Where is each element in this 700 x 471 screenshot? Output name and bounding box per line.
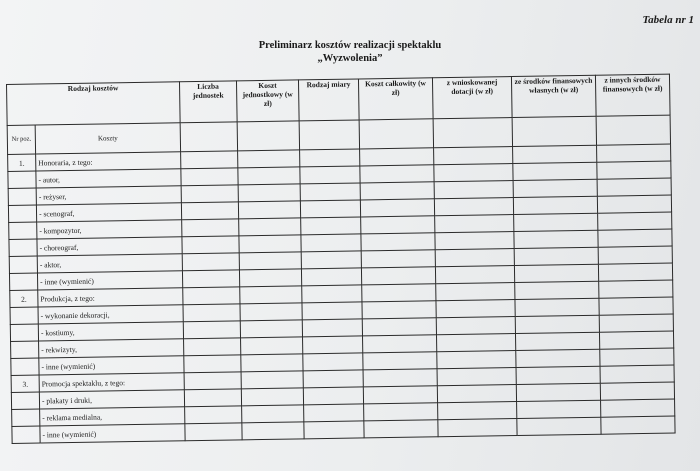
table-cell[interactable] bbox=[434, 164, 513, 182]
table-cell[interactable] bbox=[182, 270, 239, 288]
table-cell[interactable] bbox=[361, 267, 435, 285]
row-number: 2. bbox=[10, 290, 38, 307]
row-number bbox=[9, 256, 37, 273]
table-cell[interactable] bbox=[515, 298, 599, 316]
table-cell[interactable] bbox=[600, 365, 674, 383]
table-cell[interactable] bbox=[516, 349, 600, 367]
table-cell[interactable] bbox=[435, 232, 514, 250]
row-label: - reklama medialna, bbox=[40, 407, 185, 426]
table-cell[interactable] bbox=[360, 165, 434, 183]
table-cell[interactable] bbox=[596, 115, 670, 145]
table-cell[interactable] bbox=[181, 168, 238, 186]
table-number: Tabela nr 1 bbox=[642, 14, 694, 26]
row-number bbox=[8, 171, 36, 188]
table-cell[interactable] bbox=[362, 318, 436, 336]
table-cell[interactable] bbox=[438, 419, 517, 437]
row-number bbox=[12, 426, 40, 443]
column-header: Liczba jednostek bbox=[179, 81, 237, 123]
table-cell[interactable] bbox=[434, 198, 513, 216]
table-cell[interactable] bbox=[184, 338, 241, 356]
table-cell[interactable] bbox=[181, 202, 238, 220]
row-number bbox=[10, 307, 38, 324]
table-cell[interactable] bbox=[300, 149, 360, 167]
row-number bbox=[9, 222, 37, 239]
table-cell[interactable] bbox=[360, 148, 434, 166]
table-cell[interactable] bbox=[299, 120, 359, 150]
table-cell[interactable] bbox=[513, 162, 597, 180]
column-header: z wnioskowanej dotacji (w zł) bbox=[432, 77, 512, 119]
table-cell[interactable] bbox=[435, 215, 514, 233]
table-cell[interactable] bbox=[597, 161, 671, 179]
table-cell[interactable] bbox=[238, 167, 300, 185]
table-cell[interactable] bbox=[597, 144, 671, 162]
table-cell[interactable] bbox=[300, 183, 360, 201]
table-cell[interactable] bbox=[302, 319, 362, 337]
table-cell[interactable] bbox=[363, 369, 437, 387]
table-cell[interactable] bbox=[359, 119, 433, 149]
table-cell[interactable] bbox=[597, 195, 671, 213]
table-cell[interactable] bbox=[239, 269, 301, 287]
table-cell[interactable] bbox=[437, 368, 516, 386]
table-cell[interactable] bbox=[599, 331, 673, 349]
table-cell[interactable] bbox=[362, 284, 436, 302]
table-cell[interactable] bbox=[363, 352, 437, 370]
row-label: - wykonanie dekoracji, bbox=[38, 305, 183, 324]
table-cell[interactable] bbox=[436, 317, 515, 335]
row-label: - reżyser, bbox=[36, 186, 181, 205]
table-cell[interactable] bbox=[301, 217, 361, 235]
table-cell[interactable] bbox=[516, 383, 600, 401]
table-cell[interactable] bbox=[515, 332, 599, 350]
table-cell[interactable] bbox=[182, 253, 239, 271]
row-number bbox=[9, 273, 37, 290]
table-cell[interactable] bbox=[362, 301, 436, 319]
table-cell[interactable] bbox=[435, 266, 514, 284]
table-cell[interactable] bbox=[302, 285, 362, 303]
table-cell[interactable] bbox=[513, 196, 597, 214]
table-cell[interactable] bbox=[436, 334, 515, 352]
table-cell[interactable] bbox=[363, 335, 437, 353]
table-cell[interactable] bbox=[436, 283, 515, 301]
row-number: 1. bbox=[8, 154, 36, 171]
table-cell[interactable] bbox=[183, 321, 240, 339]
table-cell[interactable] bbox=[301, 234, 361, 252]
table-cell[interactable] bbox=[361, 250, 435, 268]
column-header: Rodzaj miary bbox=[298, 79, 359, 121]
table-cell[interactable] bbox=[361, 216, 435, 234]
row-number bbox=[9, 239, 37, 256]
table-cell[interactable] bbox=[514, 213, 598, 231]
table-cell[interactable] bbox=[182, 219, 239, 237]
row-number bbox=[11, 358, 39, 375]
table-cell[interactable] bbox=[239, 218, 301, 236]
table-cell[interactable] bbox=[240, 303, 302, 321]
row-label: - choreograf, bbox=[37, 237, 182, 256]
table-cell[interactable] bbox=[238, 150, 300, 168]
title-line-1: Preliminarz kosztów realizacji spektaklu bbox=[258, 40, 442, 51]
table-cell[interactable] bbox=[182, 236, 239, 254]
column-header: Koszt jednostkowy (w zł) bbox=[236, 80, 299, 122]
table-cell[interactable] bbox=[302, 302, 362, 320]
table-cell[interactable] bbox=[184, 389, 241, 407]
table-cell[interactable] bbox=[300, 200, 360, 218]
table-cell[interactable] bbox=[598, 263, 672, 281]
table-cell[interactable] bbox=[514, 247, 598, 265]
table-cell[interactable] bbox=[516, 366, 600, 384]
document-title bbox=[0, 39, 700, 65]
table-cell[interactable] bbox=[364, 420, 438, 438]
table-cell[interactable] bbox=[364, 403, 438, 421]
table-cell[interactable] bbox=[597, 178, 671, 196]
table-cell[interactable] bbox=[517, 417, 601, 435]
table-cell[interactable] bbox=[434, 147, 513, 165]
table-cell[interactable] bbox=[181, 151, 238, 169]
table-cell[interactable] bbox=[300, 166, 360, 184]
table-cell[interactable] bbox=[438, 402, 517, 420]
table-cell[interactable] bbox=[513, 179, 597, 197]
table-cell[interactable] bbox=[513, 145, 597, 163]
title-line-2: „Wyzwolenia” bbox=[317, 53, 383, 64]
koszty-header: Koszty bbox=[35, 123, 180, 154]
table-cell[interactable] bbox=[363, 386, 437, 404]
cost-estimate-table bbox=[6, 74, 676, 444]
row-label: - rekwizyty, bbox=[39, 339, 184, 358]
table-cell[interactable] bbox=[185, 406, 242, 424]
table-cell[interactable] bbox=[184, 372, 241, 390]
table-cell[interactable] bbox=[433, 118, 512, 148]
table-cell[interactable] bbox=[303, 336, 363, 354]
table-cell[interactable] bbox=[599, 314, 673, 332]
table-cell[interactable] bbox=[181, 185, 238, 203]
table-cell[interactable] bbox=[600, 348, 674, 366]
table-cell[interactable] bbox=[515, 281, 599, 299]
table-cell[interactable] bbox=[434, 181, 513, 199]
table-cell[interactable] bbox=[241, 354, 303, 372]
table-cell[interactable] bbox=[598, 246, 672, 264]
table-cell[interactable] bbox=[599, 280, 673, 298]
table-cell[interactable] bbox=[238, 184, 300, 202]
table-cell[interactable] bbox=[185, 423, 242, 441]
table-cell[interactable] bbox=[304, 421, 364, 439]
table-cell[interactable] bbox=[241, 371, 303, 389]
table-cell[interactable] bbox=[242, 405, 304, 423]
row-label: - inne (wymienić) bbox=[39, 356, 184, 375]
row-label: - inne (wymienić) bbox=[37, 271, 182, 290]
table-cell[interactable] bbox=[361, 233, 435, 251]
row-label: Produkcja, z tego: bbox=[38, 288, 183, 307]
row-number bbox=[12, 409, 40, 426]
row-number bbox=[8, 188, 36, 205]
table-cell[interactable] bbox=[239, 235, 301, 253]
table-cell[interactable] bbox=[240, 286, 302, 304]
table-cell[interactable] bbox=[303, 370, 363, 388]
row-label: - aktor, bbox=[37, 254, 182, 273]
table-cell[interactable] bbox=[436, 300, 515, 318]
table-cell[interactable] bbox=[598, 229, 672, 247]
table-cell[interactable] bbox=[437, 385, 516, 403]
row-label: - kostiumy, bbox=[38, 322, 183, 341]
table-cell[interactable] bbox=[183, 304, 240, 322]
table-cell[interactable] bbox=[240, 320, 302, 338]
row-label: Honoraria, z tego: bbox=[36, 152, 181, 171]
table-cell[interactable] bbox=[600, 382, 674, 400]
row-number: 3. bbox=[11, 375, 39, 392]
table-cell[interactable] bbox=[512, 116, 596, 146]
table-cell[interactable] bbox=[517, 400, 601, 418]
row-label: - scenograf, bbox=[36, 203, 181, 222]
table-cell[interactable] bbox=[184, 355, 241, 373]
row-number bbox=[8, 205, 36, 222]
row-number bbox=[11, 341, 39, 358]
table-cell[interactable] bbox=[437, 351, 516, 369]
table-cell[interactable] bbox=[303, 387, 363, 405]
table-cell[interactable] bbox=[241, 337, 303, 355]
column-header: ze środków finansowych własnych (w zł) bbox=[511, 75, 596, 117]
table-cell[interactable] bbox=[180, 122, 237, 152]
table-cell[interactable] bbox=[360, 182, 434, 200]
row-number bbox=[10, 324, 38, 341]
table-cell[interactable] bbox=[599, 297, 673, 315]
table-cell[interactable] bbox=[601, 416, 675, 434]
row-label: - autor, bbox=[36, 169, 181, 188]
table-cell[interactable] bbox=[238, 201, 300, 219]
row-label: Promocja spektaklu, z tego: bbox=[39, 373, 184, 392]
table-cell[interactable] bbox=[237, 121, 299, 151]
table-cell[interactable] bbox=[301, 268, 361, 286]
table-cell[interactable] bbox=[183, 287, 240, 305]
table-cell[interactable] bbox=[360, 199, 434, 217]
row-label: - kompozytor, bbox=[37, 220, 182, 239]
nr-poz-header: Nr poz. bbox=[7, 125, 35, 154]
table-cell[interactable] bbox=[514, 264, 598, 282]
column-header: Koszt całkowity (w zł) bbox=[358, 78, 433, 120]
table-cell[interactable] bbox=[242, 422, 304, 440]
table-cell[interactable] bbox=[303, 353, 363, 371]
table-cell[interactable] bbox=[241, 388, 303, 406]
column-header: Rodzaj kosztów bbox=[7, 82, 181, 126]
table-cell[interactable] bbox=[515, 315, 599, 333]
table-cell[interactable] bbox=[435, 249, 514, 267]
table-cell[interactable] bbox=[514, 230, 598, 248]
column-header: z innych środków finansowych (w zł) bbox=[595, 74, 670, 116]
table-cell[interactable] bbox=[598, 212, 672, 230]
row-label: - inne (wymienić) bbox=[40, 424, 185, 443]
table-cell[interactable] bbox=[301, 251, 361, 269]
row-label: - plakaty i druki, bbox=[39, 390, 184, 409]
table-cell[interactable] bbox=[239, 252, 301, 270]
row-number bbox=[11, 392, 39, 409]
table-cell[interactable] bbox=[601, 399, 675, 417]
table-cell[interactable] bbox=[304, 404, 364, 422]
